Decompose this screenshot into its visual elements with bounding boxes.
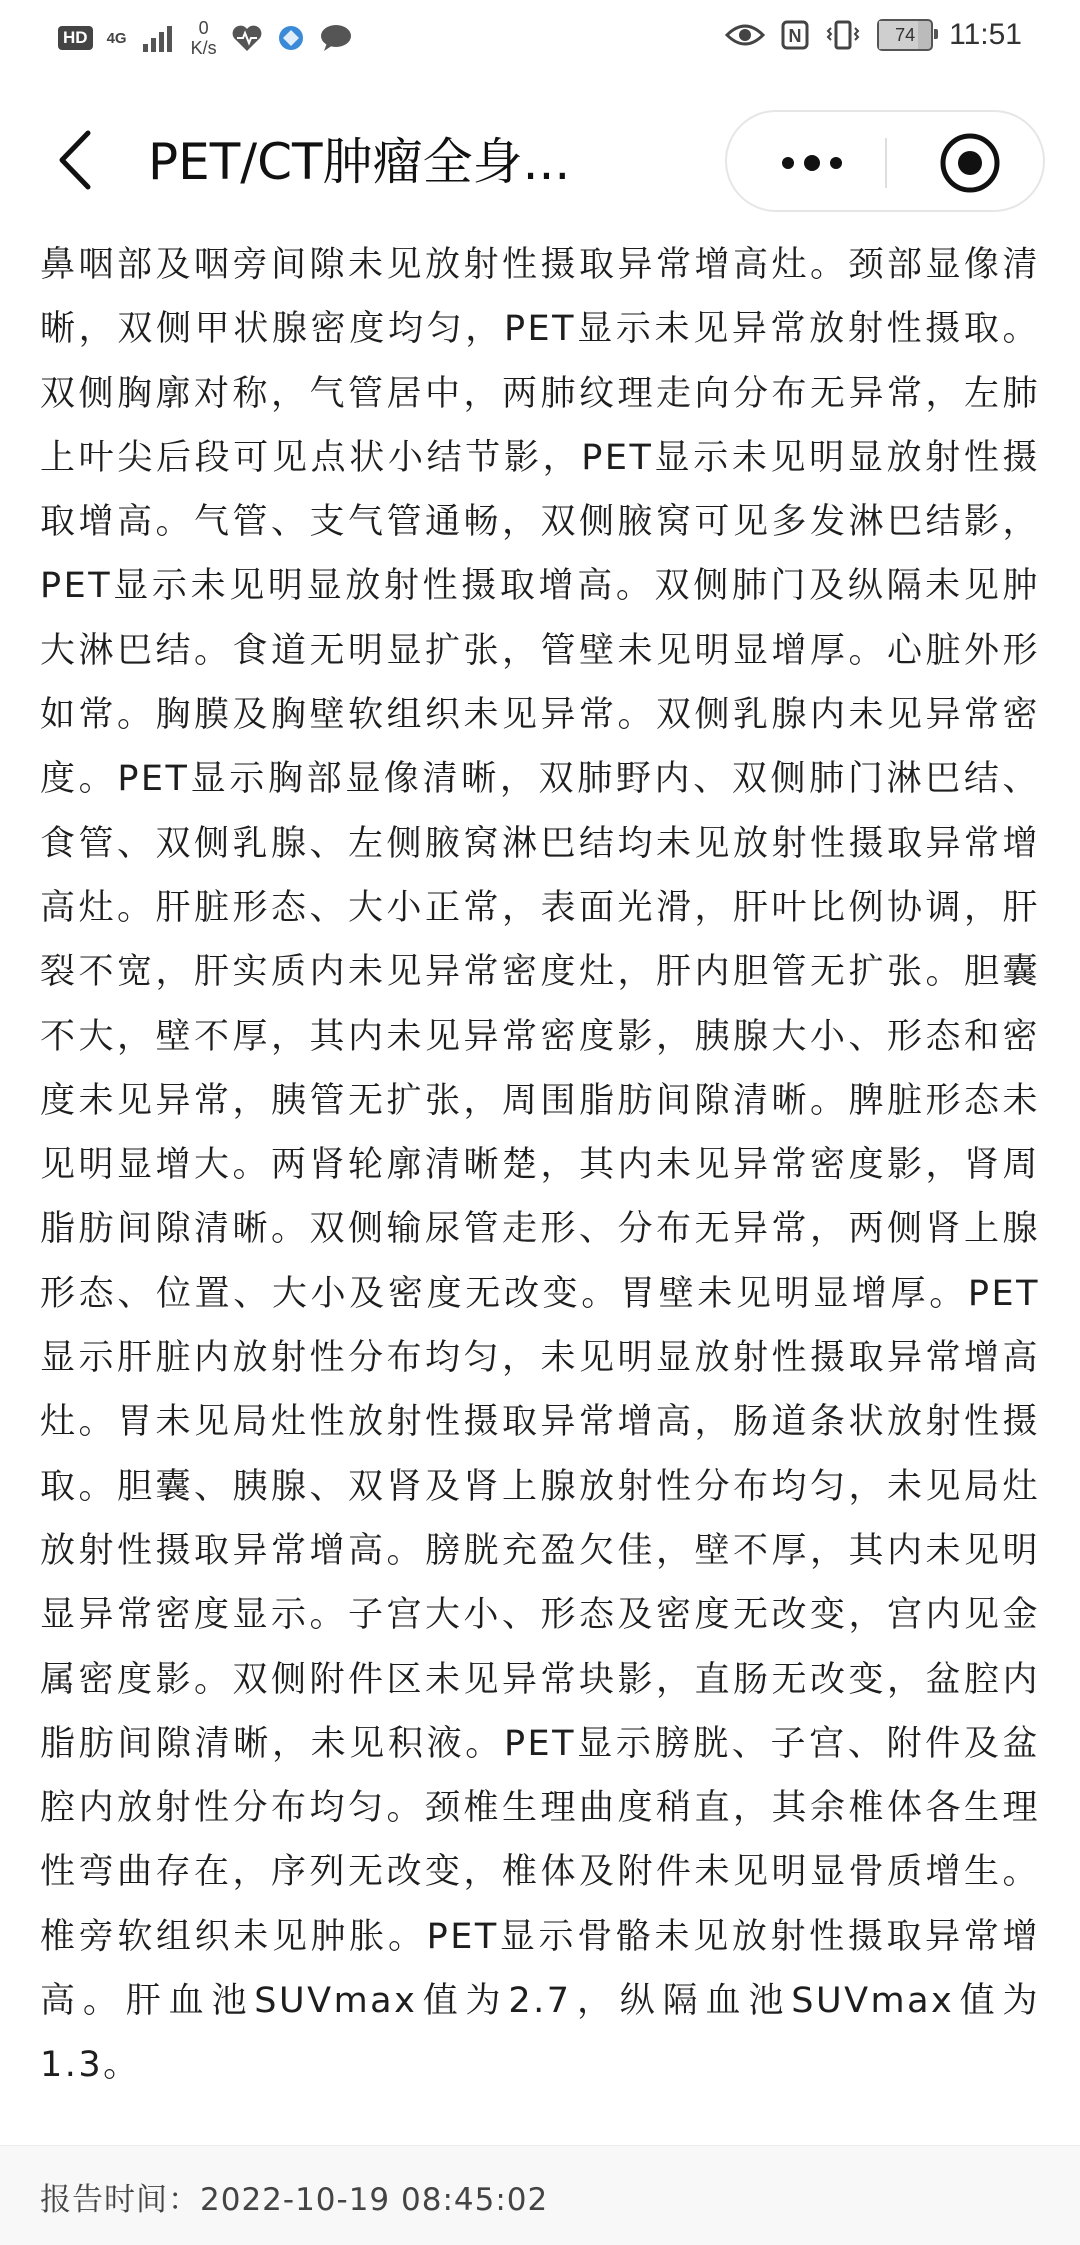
back-arrow-icon xyxy=(50,125,110,195)
status-bar xyxy=(0,0,1080,80)
report-time xyxy=(40,2174,548,2219)
report-time-label: 报告时间： xyxy=(40,2182,200,2218)
vibrate-icon xyxy=(825,20,861,50)
report-findings-text: 鼻咽部及咽旁间隙未见放射性摄取异常增高灶。颈部显像清晰，双侧甲状腺密度均匀，PET显示未见异常放射性摄取。双侧胸廓对称，气管居中，两肺纹理走向分布无异常，左肺上叶尖后段可见点状小结节影，PET显示未见明显放射性摄取增高。气管、支气管通畅，双侧腋窝可见多发淋巴结影，PET显示未见明显放射性摄取增高。双侧肺门及纵隔未见肿大淋巴结。食道无明显扩张，管壁未见明显增厚。心脏外形如常。胸膜及胸壁软组织未见异常。双侧乳腺内未见异常密度。PET显示胸部显像清晰，双肺野内、双侧肺门淋巴结、食管、双侧乳腺、左侧腋窝淋巴结均未见放射性摄取异常增高灶。肝脏形态、大小正常，表面光滑，肝叶比例协调，肝裂不宽，肝实质内未见异常密度灶，肝内胆管无扩张。胆囊不大，壁不厚，其内未见异常密度影，胰腺大小、形态和密度未见异常，胰管无扩张，周围脂肪间隙清晰。脾脏形态未见明显增大。两肾轮廓清晰楚，其内未见异常密度影，肾周脂肪间隙清晰。双侧输尿管走形、分布无异常，两侧肾上腺形态、位置、大小及密度无改变。胃壁未见明显增厚。PET显示肝脏内放射性分布均匀，未见明显放射性摄取异常增高灶。胃未见局灶性放射性摄取异常增高，肠道条状放射性摄取。胆囊、胰腺、双肾及肾上腺放射性分布均匀，未见局灶放射性摄取异常增高。膀胱充盈欠佳，壁不厚，其内未见明显异常密度显示。子宫大小、形态及密度无改变，宫内见金属密度影。双侧附件区未见异常块影，直肠无改变，盆腔内脂肪间隙清晰，未见积液。PET显示膀胱、子宫、附件及盆腔内放射性分布均匀。颈椎生理曲度稍直，其余椎体各生理性弯曲存在，序列无改变，椎体及附件未见明显骨质增生。椎旁软组织未见肿胀。PET显示骨骼未见放射性摄取异常增高。肝血池SUVmax值为2.7，纵隔血池SUVmax值为1.3。 xyxy=(40,245,1040,2086)
back-button[interactable] xyxy=(50,125,110,195)
status-right xyxy=(725,18,1022,52)
speed-unit: K/s xyxy=(190,38,217,58)
battery-level: 74 xyxy=(895,24,916,45)
dot-icon xyxy=(804,155,820,171)
network-type: 4G xyxy=(106,29,127,47)
battery-indicator xyxy=(877,19,933,51)
hd-badge: HD xyxy=(58,26,93,50)
close-miniprogram-button[interactable] xyxy=(937,130,1003,196)
page-title: PET/CT肿瘤全身... xyxy=(148,133,571,191)
chat-app-icon xyxy=(319,23,353,53)
nfc-icon xyxy=(781,20,809,50)
more-options-button[interactable] xyxy=(767,136,857,190)
capsule-menu xyxy=(725,110,1045,212)
clock: 11:51 xyxy=(949,18,1022,51)
status-left xyxy=(58,18,353,58)
eye-icon xyxy=(725,21,765,49)
capsule-divider xyxy=(885,138,887,188)
app-header xyxy=(0,95,1080,230)
signal-icon xyxy=(141,24,177,52)
heart-app-icon xyxy=(231,24,263,52)
target-close-icon xyxy=(937,130,1003,196)
dot-icon xyxy=(782,157,794,169)
speed-value: 0 xyxy=(198,18,209,38)
svg-text:N: N xyxy=(788,26,802,46)
dot-icon xyxy=(830,157,842,169)
browser-app-icon xyxy=(277,24,305,52)
report-footer xyxy=(0,2145,1080,2245)
network-speed xyxy=(191,18,217,58)
report-time-value: 2022-10-19 08:45:02 xyxy=(200,2182,549,2218)
